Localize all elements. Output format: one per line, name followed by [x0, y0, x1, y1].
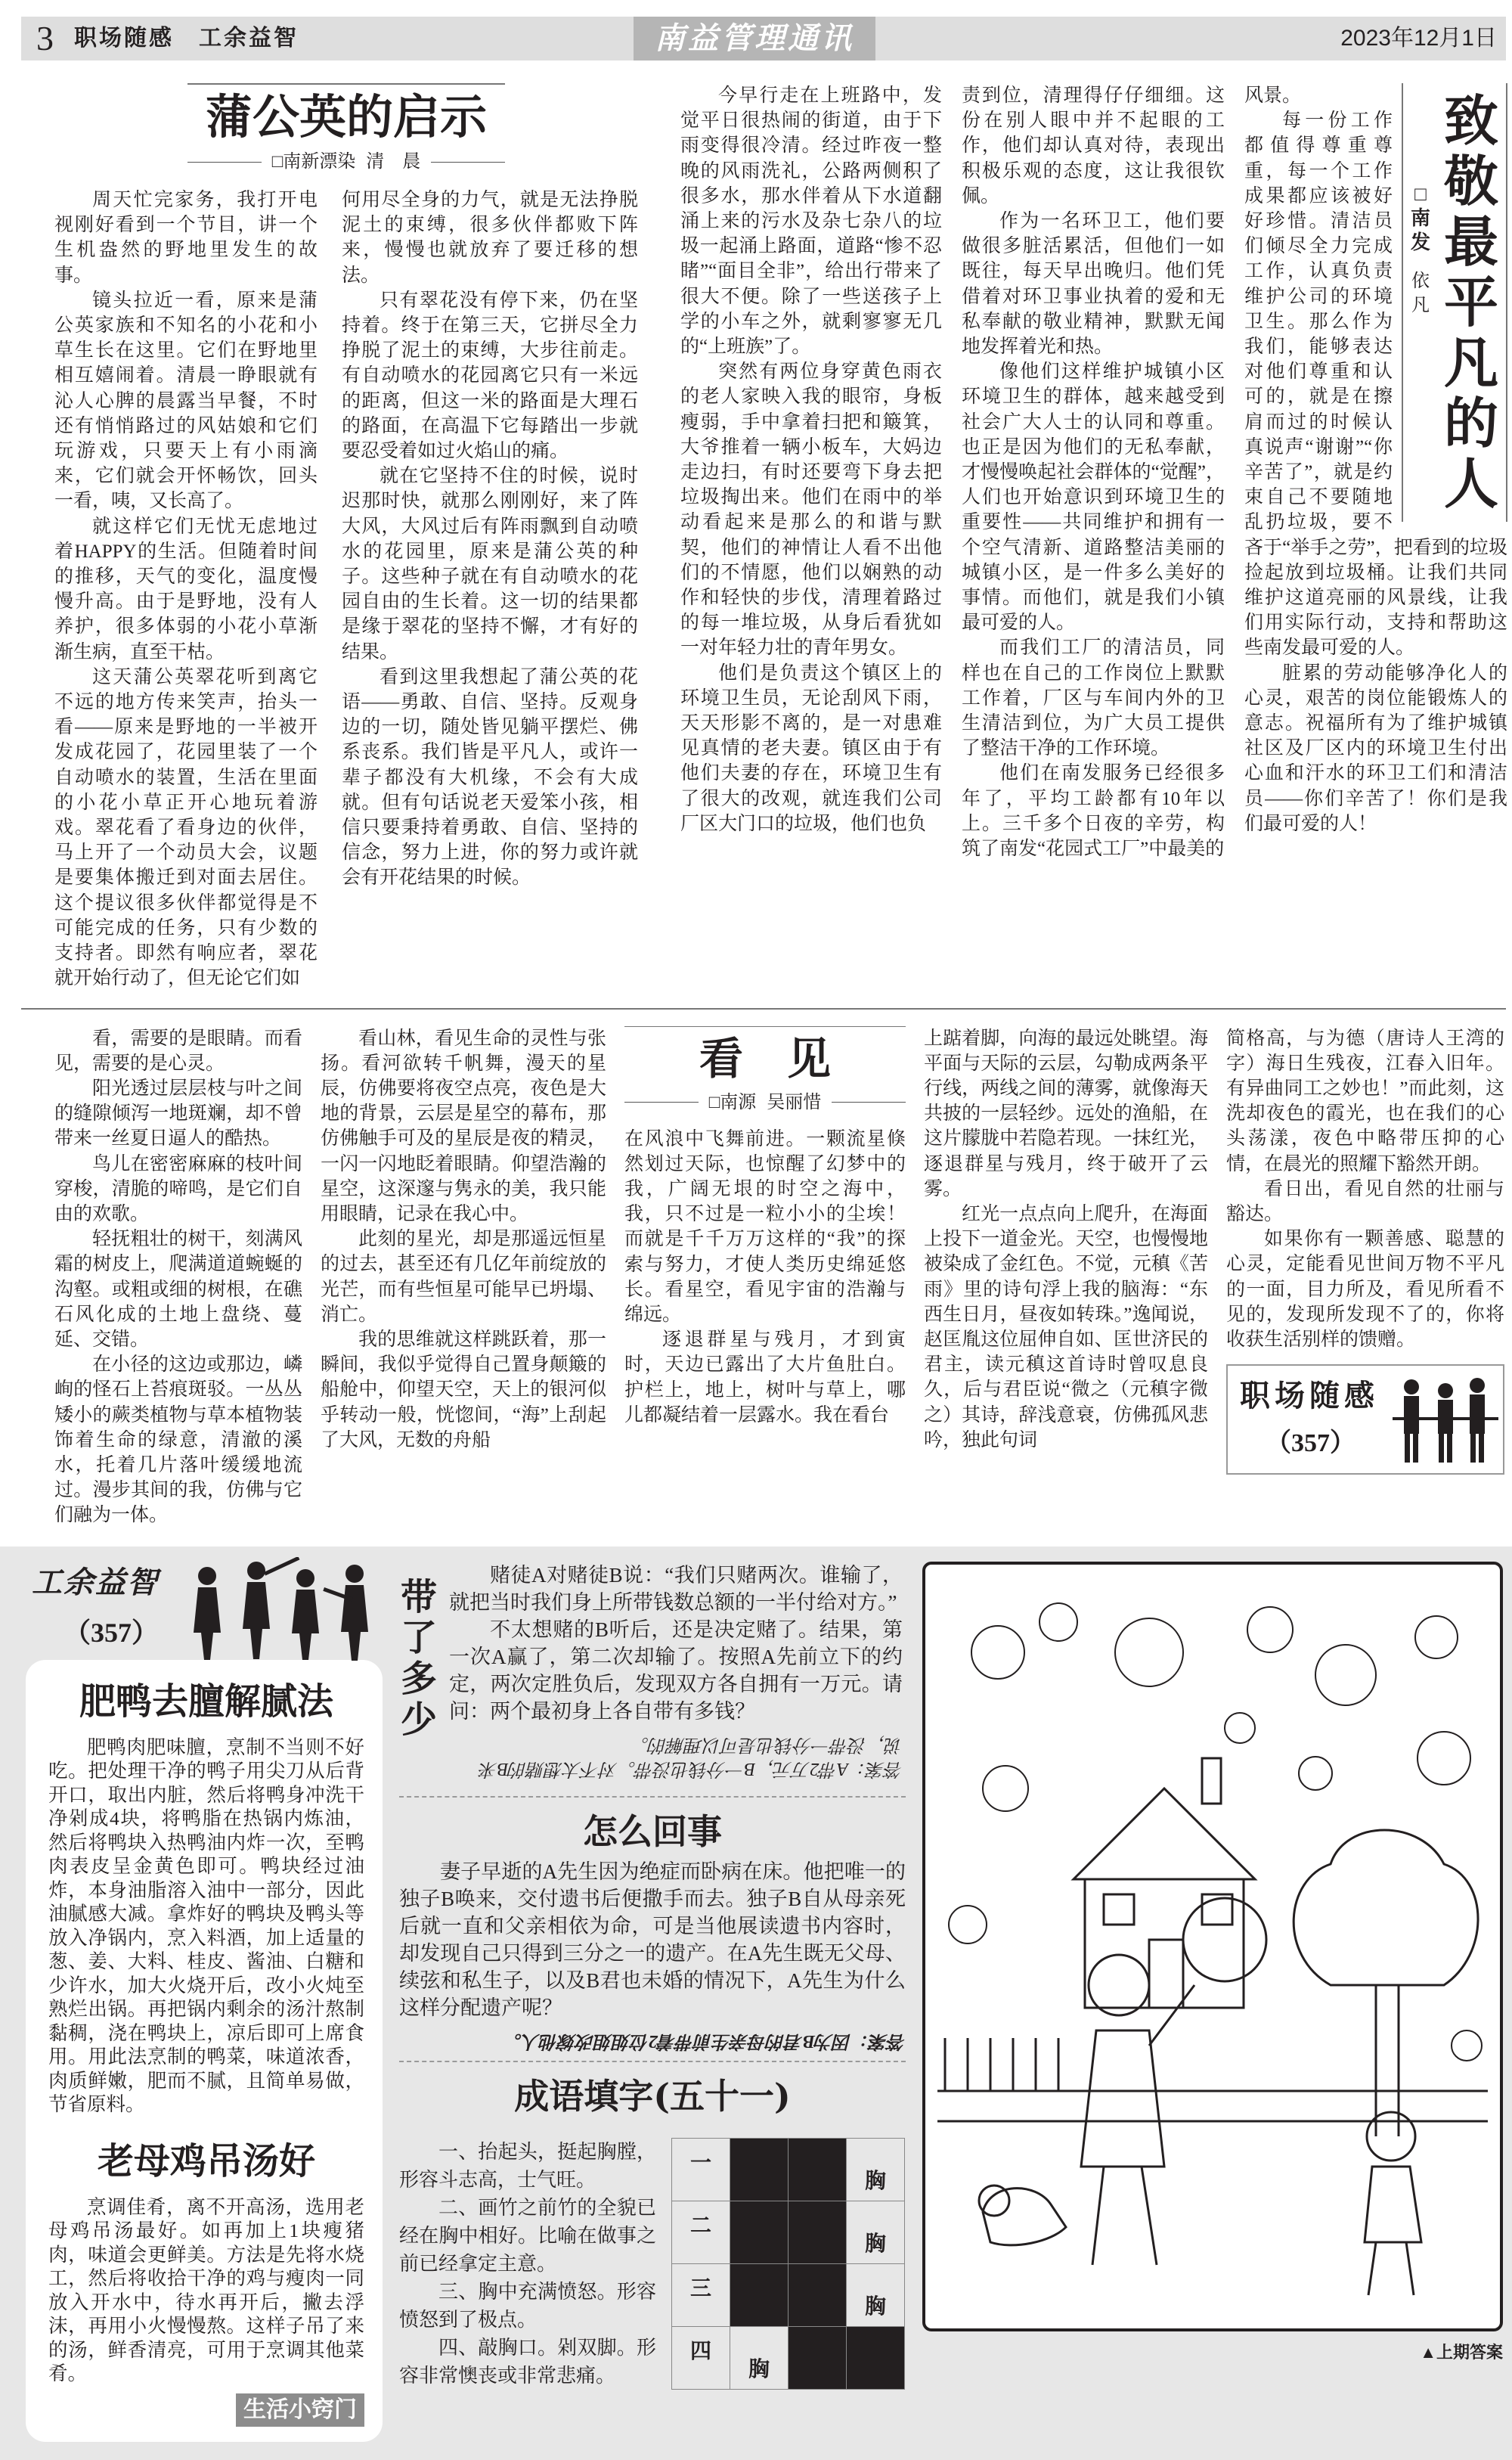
byline-unit: □南发: [1410, 182, 1430, 253]
paragraph: 这天蒲公英翠花听到离它不远的地方传来笑声，抬头一看——原来是野地的一半被开发成花园了，花园里装了一个自动喷水的装置，生活在里面的小花小草正开心地玩着游戏。翠花看了看身边的伙伴，马上开了一个动员大会，议题是要集体搬迁到对面去居住。这个提议很多伙伴都觉得是不可能完成的任务，只有少数的支持者。即然有响应者，翠花就开始行动了，但无论它们如: [54, 666, 318, 989]
article-column-with-title: [624, 1026, 906, 1428]
paragraph: 看到这里我想起了蒲公英的花语——勇敢、自信、坚持。反观身边的一切，随处皆见躺平摆烂、佛系丧系。我们皆是平凡人，或许一辈子都没有大机缘，不会有大成就。但有句话说老天爱笨小孩，相信只要秉持着勇敢、自信、坚持的信念，努力上进，你的努力或许就会有开花结果的时候。: [342, 666, 638, 889]
paragraph: 上踮着脚，向海的最远处眺望。海平面与天际的云层，勾勒成两条平行线，两线之间的薄雾，就像海天共披的一层轻纱。远处的渔船，在这片朦胧中若隐若现。一抹红光，逐退群星与残月，终于破开了云雾。: [924, 1028, 1208, 1199]
children-bubbles-illustration: [922, 1562, 1503, 2331]
people-silhouette-icon: [1393, 1372, 1498, 1467]
paragraph: 作为一名环卫工，他们要做很多脏活累活，但他们一如既往，每天早出晚归。他们凭借着对环卫事业执着的爱和无私奉献的敬业精神，默默无闻地发挥着光和热。: [962, 211, 1225, 358]
article-heading: [1402, 83, 1507, 522]
paragraph: 如果你有一颗善感、聪慧的心灵，定能看见世间万物不平凡的一面，目力所及，看见所看不见的，发现所发现不了的，你将收获生活别样的馈赠。: [1226, 1229, 1504, 1350]
article: [54, 83, 638, 991]
tip-title: 肥鸭去膻解腻法: [79, 1680, 333, 1723]
puzzle-title: 成语填字(五十一): [514, 2075, 791, 2117]
paragraph: 红光一点点向上爬升，在海面上投下一道金光。天空，也慢慢地被染成了金红色。不觉，元稹《苦雨》里的诗句浮上我的脑海：“东西生日月，昼夜如转珠。”逸闻说，赵匡胤这位屈伸自如、匡世济民的君主，读元稹这首诗时曾叹息良久，后与君臣说“微之（元稹字微之）其诗，辞浅意衰，仿佛孤风悲吟，独此句词: [924, 1203, 1208, 1450]
article-column: [1226, 1026, 1504, 1353]
paragraph: 他们在南发服务已经很多年了，平均工龄都有10年以上。三千多个日夜的辛劳，构筑了南发“花园式工厂”中最美的: [962, 763, 1225, 860]
article-title: 看 见: [699, 1032, 831, 1084]
paragraph: 赌徒A对赌徒B说：“我们只赌两次。谁输了，就把当时我们身上所带钱数总额的一半付给对方。”: [449, 1563, 903, 1614]
puzzle-title: 带了多少: [400, 1575, 437, 1741]
article-column: [342, 188, 638, 891]
grid-cell-blocked: [789, 2263, 847, 2326]
grid-row-label: 四: [672, 2326, 730, 2389]
article-title: 致敬最平凡的人: [1443, 88, 1498, 516]
dashed-divider: [399, 1796, 906, 1798]
article-column: [680, 83, 942, 836]
tip-title: 老母鸡吊汤好: [97, 2139, 315, 2182]
paragraph: 风景。: [1244, 85, 1302, 106]
grid-cell-given: 胸: [847, 2263, 905, 2326]
tips-tag: 生活小窍门: [236, 2393, 364, 2427]
paragraph: 看山林，看见生命的灵性与张扬。看河欲转千帆舞，漫天的星辰，仿佛要将夜空点亮，夜色是大地的背景，云层是星空的幕布，那仿佛触手可及的星辰是夜的精灵，一闪一闪地眨着眼睛。仰望浩瀚的星空，这深邃与隽永的美，我只能用眼睛，记录在我心中。: [321, 1028, 606, 1224]
paragraph: 只有翠花没有停下来，仍在坚持着。终于在第三天，它拼尽全力挣脱了泥土的束缚，大步往前走。有自动喷水的花园离它只有一米远的距离，但这一米的路面是大理石的路面，在高温下它每踏出一步就要忍受着如过火焰山的痛。: [342, 290, 638, 462]
column-issue: （357）: [1266, 1429, 1356, 1458]
paragraph: 在小径的这边或那边，嶙峋的怪石上苔痕斑驳。一丛丛矮小的蕨类植物与草本植物装饰着生命的绿意，清澈的溪水，托着几片落叶缓缓地流过。漫步其间的我，仿佛与它们融为一体。: [54, 1354, 302, 1526]
paragraph: 肥鸭肉肥味膻，烹制不当则不好吃。把处理干净的鸭子用尖刀从后背开口，取出内脏，然后将鸭身冲洗干净剁成4块，将鸭脂在热锅内炼油，然后将鸭块入热鸭油内炸一次，至鸭肉表皮呈金黄色即可。鸭块经过油炸，本身油脂溶入油中一部分，因此油腻感大减。拿炸好的鸭块及鸭头等放入净锅内，烹入料酒，加上适量的葱、姜、大料、桂皮、酱油、白糖和少许水，加大火烧开后，改小火炖至熟烂出锅。再把锅内剩余的汤汁熬制黏稠，浇在鸭块上，凉后即可上席食用。用此法烹制的鸭菜，味道浓香，肉质鲜嫩，肥而不腻，且简单易做，节省原料。: [48, 1736, 364, 2116]
paragraph: 妻子早逝的A先生因为绝症而卧病在床。他把唯一的独子B唤来，交付遗书后便撒手而去。独子B自从母亲死后就一直和父亲相依为命，可是当他展读遗书内容时，却发现自己只得到三分之一的遗产。在A先生既无父母、续弦和私生子，以及B君也未婚的情况下，A先生为什么这样分配遗产呢？: [399, 1860, 906, 2019]
grid-row-label: 二: [672, 2201, 730, 2263]
puzzle-body: [399, 1858, 906, 2021]
paragraph: 看日出，看见自然的壮丽与豁达。: [1226, 1178, 1504, 1224]
puzzle-answer-upside-down: 答案：因为B君的母亲生前带着2位姐姐改嫁他人。: [503, 2030, 906, 2051]
section-banner: [26, 1562, 383, 1660]
dashed-divider: [399, 2061, 906, 2062]
tip-body: [48, 1736, 364, 2117]
puzzles-column: [399, 1562, 906, 2390]
puzzle-body: [449, 1562, 903, 1725]
grid-row-label: 三: [672, 2263, 730, 2326]
paragraph: 鸟儿在密密麻麻的枝叶间穿梭，清脆的啼鸣，是它们自由的欢歌。: [54, 1153, 302, 1224]
idiom-clues: [399, 2138, 656, 2390]
article: [680, 83, 1507, 861]
byline-unit: □南源: [708, 1091, 757, 1112]
puzzle-title: 怎么回事: [583, 1810, 722, 1852]
article-column: [624, 1127, 906, 1428]
article-column: [924, 1026, 1208, 1453]
top-section: [54, 83, 1512, 991]
grid-cell-blocked: [730, 2138, 789, 2201]
puzzle-answer-upside-down: 答案：A带2万元，B一分钱也没带。对不太想赌的B来说，没带一分钱也是可以理解的。: [479, 1734, 903, 1779]
page-header: [21, 17, 1506, 60]
article-column: [962, 83, 1225, 861]
issue-date: 2023年12月1日: [1340, 26, 1497, 51]
paragraph: 脏累的劳动能够净化人的心灵，艰苦的岗位能锻炼人的意志。祝福所有为了维护城镇社区及厂区内的环境卫生付出心血和汗水的环卫工们和清洁员——你们辛苦了！你们是我们最可爱的人！: [1244, 662, 1507, 834]
byline-author: 清 晨: [366, 151, 421, 172]
paragraph: 责到位，清理得仔仔细细。这份在别人眼中并不起眼的工作，他们却认真对待，表现出积极乐观的态度，这让我很钦佩。: [962, 85, 1225, 206]
byline-unit: □南新漂染: [271, 151, 356, 172]
page-number: 3: [36, 19, 54, 57]
grid-cell-blocked: [847, 2326, 905, 2389]
article-title: 蒲公英的启示: [205, 89, 487, 144]
grid-cell-blocked: [789, 2138, 847, 2201]
article-byline: [1408, 91, 1448, 514]
paragraph: 不太想赌的B听后，还是决定赌了。结果，第一次A赢了，第二次却输了。按照A先前立下的约定，两次定胜负后，发现双方各自拥有一万元。请问：两个最初身上各自带有多钱？: [449, 1618, 903, 1723]
column-badge: [1226, 1364, 1504, 1475]
illustration-column: [922, 1562, 1503, 2364]
byline-author: 依 凡: [1411, 271, 1448, 315]
tip-body: [48, 2195, 364, 2386]
article-column: [54, 1026, 302, 1528]
tips-column: [26, 1562, 383, 2442]
paragraph: 像他们这样维护城镇小区环境卫生的群体，越来越受到社会广大人士的认同和尊重。也正是因为他们的无私奉献，才慢慢唤起社会群体的“觉醒”，人们也开始意识到环境卫生的重要性——共同维护和拥有一个空气清新、道路整洁美丽的城镇小区，是一件多么美好的事情。而他们，就是我们小镇最可爱的人。: [962, 361, 1225, 634]
paragraph: 三、胸中充满愤怒。形容愤怒到了极点。: [399, 2280, 656, 2331]
paragraph: 我的思维就这样跳跃着，那一瞬间，我似乎觉得自己置身颠簸的船舱中，仰望天空，天上的银河似乎转动一般，恍惚间，“海”上刮起了大风，无数的舟船: [321, 1329, 606, 1450]
byline-author: 吴丽惜: [767, 1091, 822, 1112]
grid-cell-blocked: [789, 2201, 847, 2263]
idiom-grid: [671, 2138, 905, 2390]
paragraph: 周天忙完家务，我打开电视刚好看到一个节目，讲一个生机盎然的野地里发生的故事。: [54, 190, 318, 286]
column-name: 职场随感: [1240, 1379, 1379, 1413]
grid-row: [672, 2138, 905, 2201]
paragraph: 就这样它们无忧无虑地过着HAPPY的生活。但随着时间的推移，天气的变化，温度慢慢升高。由于是野地，没有人养护，很多体弱的小花小草渐渐生病，直至干枯。: [54, 516, 318, 662]
paragraph: 一、抬起头，挺起胸膛，形容斗志高，士气旺。: [399, 2140, 656, 2191]
grid-cell-given: 胸: [847, 2201, 905, 2263]
paragraph: 看，需要的是眼睛。而看见，需要的是心灵。: [54, 1028, 302, 1074]
tips-box: [26, 1660, 383, 2442]
paragraph: 每一份工作都值得尊重尊重，每一个工作成果都应该被好好珍惜。清洁员们倾尽全力完成工作，认真负责维护公司的环境卫生。那么作为我们，能够表达对他们尊重和认可的，就是在擦肩而过的时候认真说声“谢谢”“你辛苦了”，就是约束自己不要随地乱扔垃圾，要不吝于“举手之劳”，把看到的垃圾捡起放到垃圾桶。让我们共同维护这道亮丽的风景线，让我们用实际行动，支持和帮助这些南发最可爱的人。: [1244, 110, 1507, 659]
puzzle: [399, 1562, 906, 1788]
musicians-silhouette-icon: [184, 1557, 381, 1663]
paragraph: 突然有两位身穿黄色雨衣的老人家映入我的眼帘，身板瘦弱，手中拿着扫把和簸箕，大爷推着一辆小板车，大妈边走边扫，有时还要弯下身去把垃圾掏出来。他们在雨中的举动看起来是那么的和谐与默契，他们的神情让人看不出他们的不情愿，他们以娴熟的动作和轻快的步伐，清理着路过的每一堆垃圾，从身后看犹如一对年轻力壮的青年男女。: [680, 361, 942, 659]
paragraph: 在风浪中飞舞前进。一颗流星倏然划过天际，也惊醒了幻梦中的我，广阔无垠的时空之海中，我，只不过是一粒小小的尘埃！而就是千千万万这样的“我”的探索与努力，才使人类历史绵延悠长。看星空，看见宇宙的浩瀚与绵远。: [624, 1128, 906, 1325]
section-divider: [21, 1008, 1506, 1010]
section-issue: （357）: [64, 1617, 160, 1648]
paragraph: 何用尽全身的力气，就是无法挣脱泥土的束缚，很多伙伴都败下阵来，慢慢也就放弃了要迁移的想法。: [342, 190, 638, 286]
paragraph: 烹调佳肴，离不开高汤，选用老母鸡吊汤最好。如再加上1块瘦猪肉，味道会更鲜美。方法是先将水烧工，然后将收拾干净的鸡与瘦肉一同放入开水中，待水再开后，撇去浮沫，再用小火慢慢熬。这样子吊了来的汤，鲜香清亮，可用于烹调其他菜肴。: [48, 2195, 364, 2385]
grid-cell-blocked: [789, 2326, 847, 2389]
paragraph: 轻抚粗壮的树干，刻满风霜的树皮上，爬满道道蜿蜒的沟壑。或粗或细的树根，在礁石风化成的土地上盘绕、蔓延、交错。: [54, 1229, 302, 1350]
paragraph: 他们是负责这个镇区上的环境卫生员，无论刮风下雨，天天形影不离的，是一对患难见真情的老夫妻。镇区由于有他们夫妻的存在，环境卫生有了很大的改观，就连我们公司厂区大门口的垃圾，他们也负: [680, 662, 942, 834]
section-names: 职场随感 工余益智: [74, 26, 299, 51]
paragraph: 此刻的星光，却是那遥远恒星的过去，甚至还有几亿年前绽放的光芒，而有些恒星可能早已坍塌、消亡。: [321, 1229, 606, 1325]
middle-section: [54, 1026, 1512, 1528]
paragraph: 阳光透过层层枝与叶之间的缝隙倾泻一地斑斓，却不曾带来一丝夏日逼人的酷热。: [54, 1078, 302, 1149]
grid-row: [672, 2201, 905, 2263]
article-column-with-badge: [1226, 1026, 1504, 1475]
article-byline: [187, 150, 505, 174]
paragraph: 逐退群星与残月，才到寅时，天边已露出了大片鱼肚白。护栏上，地上，树叶与草上，哪儿都凝结着一层露水。我在看台: [624, 1329, 906, 1425]
grid-cell-blocked: [730, 2201, 789, 2263]
idiom-puzzle: [399, 2138, 906, 2390]
grid-row-label: 一: [672, 2138, 730, 2201]
last-answer-label: ▲上期答案: [1420, 2342, 1503, 2362]
article-heading: [624, 1026, 906, 1115]
paragraph: 今早行走在上班路中，发觉平日很热闹的街道，由于下雨变得很冷清。经过昨夜一整晚的风雨洗礼，公路两侧积了很多水，那水伴着从下水道翻涌上来的污水及杂七杂八的垃圾一起涌上路面，道路“惨不忍睹”“面目全非”，给出行带来了很大不便。除了一些送孩子上学的小车之外，就剩寥寥无几的“上班族”了。: [680, 85, 942, 358]
masthead-logo: 南益管理通讯: [634, 17, 875, 60]
paragraph: 镜头拉近一看，原来是蒲公英家族和不知名的小花和小草生长在这里。它们在野地里相互嬉闹着。清晨一睁眼就有沁人心脾的晨露当早餐，不时还有悄悄路过的风姑娘和它们玩游戏，只要天上有小雨滴来，它们就会开怀畅饮，回头一看，咦，又长高了。: [54, 290, 318, 512]
grid-cell-blocked: [730, 2263, 789, 2326]
paragraph: 就在它坚持不住的时候，说时迟那时快，就那么刚刚好，来了阵大风，大风过后有阵雨飘到自动喷水的花园里，原来是蒲公英的种子。这些种子就在有自动喷水的花园自由的生长着。这一切的结果都是缘于翠花的坚持不懈，才有好的结果。: [342, 466, 638, 662]
puzzle-tips-panel: [0, 1546, 1512, 2460]
paragraph: 而我们工厂的清洁员，同样也在自己的工作岗位上默默工作着，厂区与车间内外的卫生清洁到位，为广大员工提供了整洁干净的工作环境。: [962, 637, 1225, 759]
grid-cell-given: 胸: [847, 2138, 905, 2201]
grid-cell-given: 胸: [730, 2326, 789, 2389]
grid-row: [672, 2263, 905, 2326]
paragraph: 简格高，与为德（唐诗人王湾的字）海日生残夜，江春入旧年。有异曲同工之妙也！”而此刻，这洗却夜色的霞光，也在我们的心头荡漾，夜色中略带压抑的心情，在晨光的照耀下豁然开朗。: [1226, 1028, 1504, 1174]
article-column: [1244, 83, 1507, 836]
paragraph: 二、画竹之前竹的全貌已经在胸中相好。比喻在做事之前已经拿定主意。: [399, 2196, 656, 2275]
section-name: 工余益智: [32, 1565, 159, 1599]
article-column: [321, 1026, 606, 1453]
paragraph: 四、敲胸口。剁双脚。形容非常懊丧或非常悲痛。: [399, 2336, 656, 2387]
grid-row: [672, 2326, 905, 2389]
article-heading: [187, 83, 505, 174]
article-column: [54, 188, 318, 991]
article-byline: [624, 1090, 906, 1115]
